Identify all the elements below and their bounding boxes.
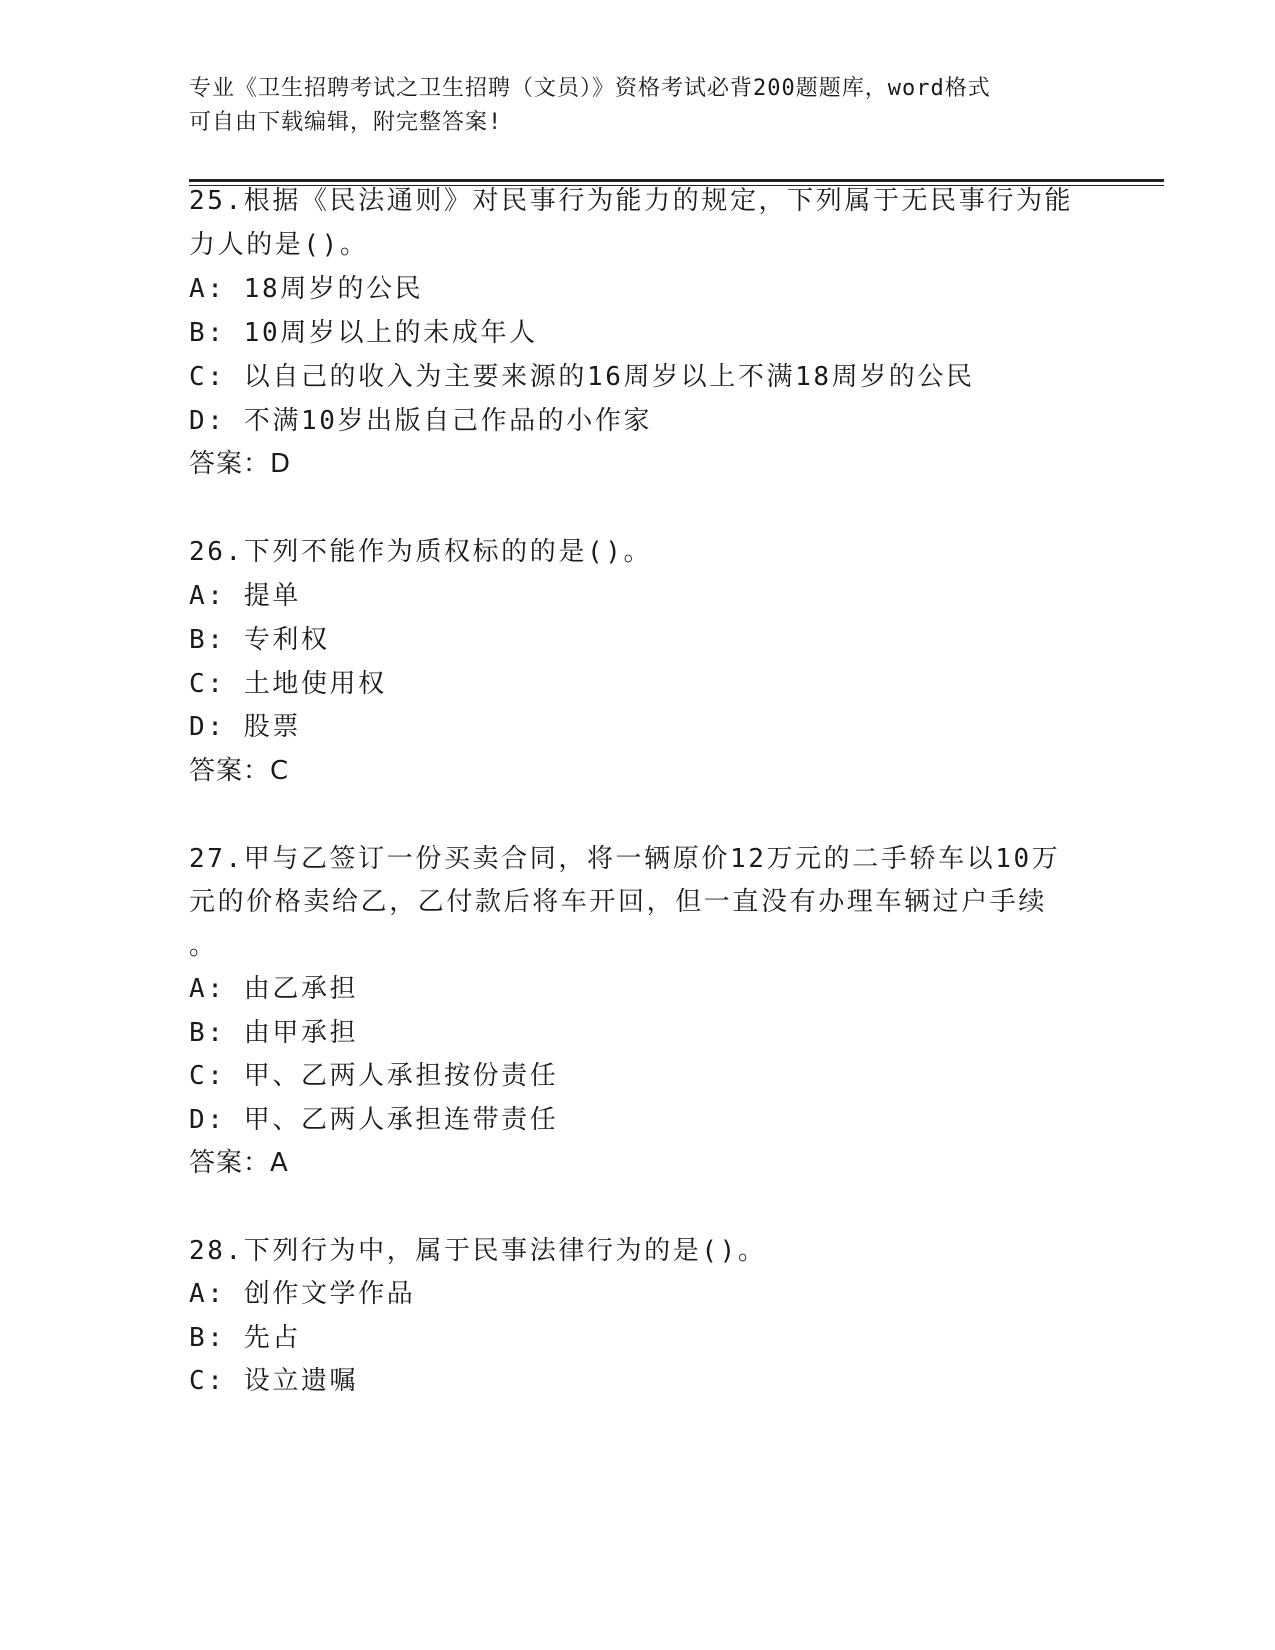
question-25-option-b: B: 10周岁以上的未成年人 bbox=[189, 318, 538, 348]
question-25-option-c: C: 以自己的收入为主要来源的16周岁以上不满18周岁的公民 bbox=[189, 362, 975, 392]
question-26-option-c: C: 土地使用权 bbox=[189, 669, 387, 699]
question-27-answer: 答案：A bbox=[189, 1148, 289, 1178]
question-27-stem-line-1: 27.甲与乙签订一份买卖合同，将一辆原价12万元的二手轿车以10万 bbox=[189, 844, 1061, 874]
question-25-option-d: D: 不满10岁出版自己作品的小作家 bbox=[189, 406, 653, 436]
question-27-stem-line-2: 元的价格卖给乙，乙付款后将车开回，但一直没有办理车辆过户手续 bbox=[189, 887, 1048, 917]
question-26-option-d: D: 股票 bbox=[189, 712, 301, 742]
question-28-option-c: C: 设立遗嘱 bbox=[189, 1366, 359, 1396]
question-26-stem-line-1: 26.下列不能作为质权标的的是()。 bbox=[189, 537, 653, 567]
header-line-2: 可自由下载编辑，附完整答案! bbox=[189, 110, 503, 135]
question-27-option-a: A: 由乙承担 bbox=[189, 974, 359, 1004]
question-25-stem-line-2: 力人的是()。 bbox=[189, 230, 369, 260]
question-25-option-a: A: 18周岁的公民 bbox=[189, 274, 424, 304]
question-25-answer: 答案：D bbox=[189, 449, 292, 479]
question-28-option-a: A: 创作文学作品 bbox=[189, 1279, 416, 1309]
question-27-option-d: D: 甲、乙两人承担连带责任 bbox=[189, 1105, 559, 1135]
header-line-1: 专业《卫生招聘考试之卫生招聘（文员）》资格考试必背200题题库，word格式 bbox=[189, 76, 991, 101]
question-27-stem-line-3: 。 bbox=[189, 931, 218, 961]
question-25-stem-line-1: 25.根据《民法通则》对民事行为能力的规定，下列属于无民事行为能 bbox=[189, 186, 1074, 216]
question-28-option-b: B: 先占 bbox=[189, 1323, 301, 1353]
document-header bbox=[189, 72, 1089, 140]
question-26-answer: 答案：C bbox=[189, 756, 290, 786]
question-28-stem-line-1: 28.下列行为中，属于民事法律行为的是()。 bbox=[189, 1236, 767, 1266]
question-27-option-c: C: 甲、乙两人承担按份责任 bbox=[189, 1061, 559, 1091]
question-26-option-a: A: 提单 bbox=[189, 581, 301, 611]
question-26-option-b: B: 专利权 bbox=[189, 625, 330, 655]
question-27-option-b: B: 由甲承担 bbox=[189, 1018, 359, 1048]
